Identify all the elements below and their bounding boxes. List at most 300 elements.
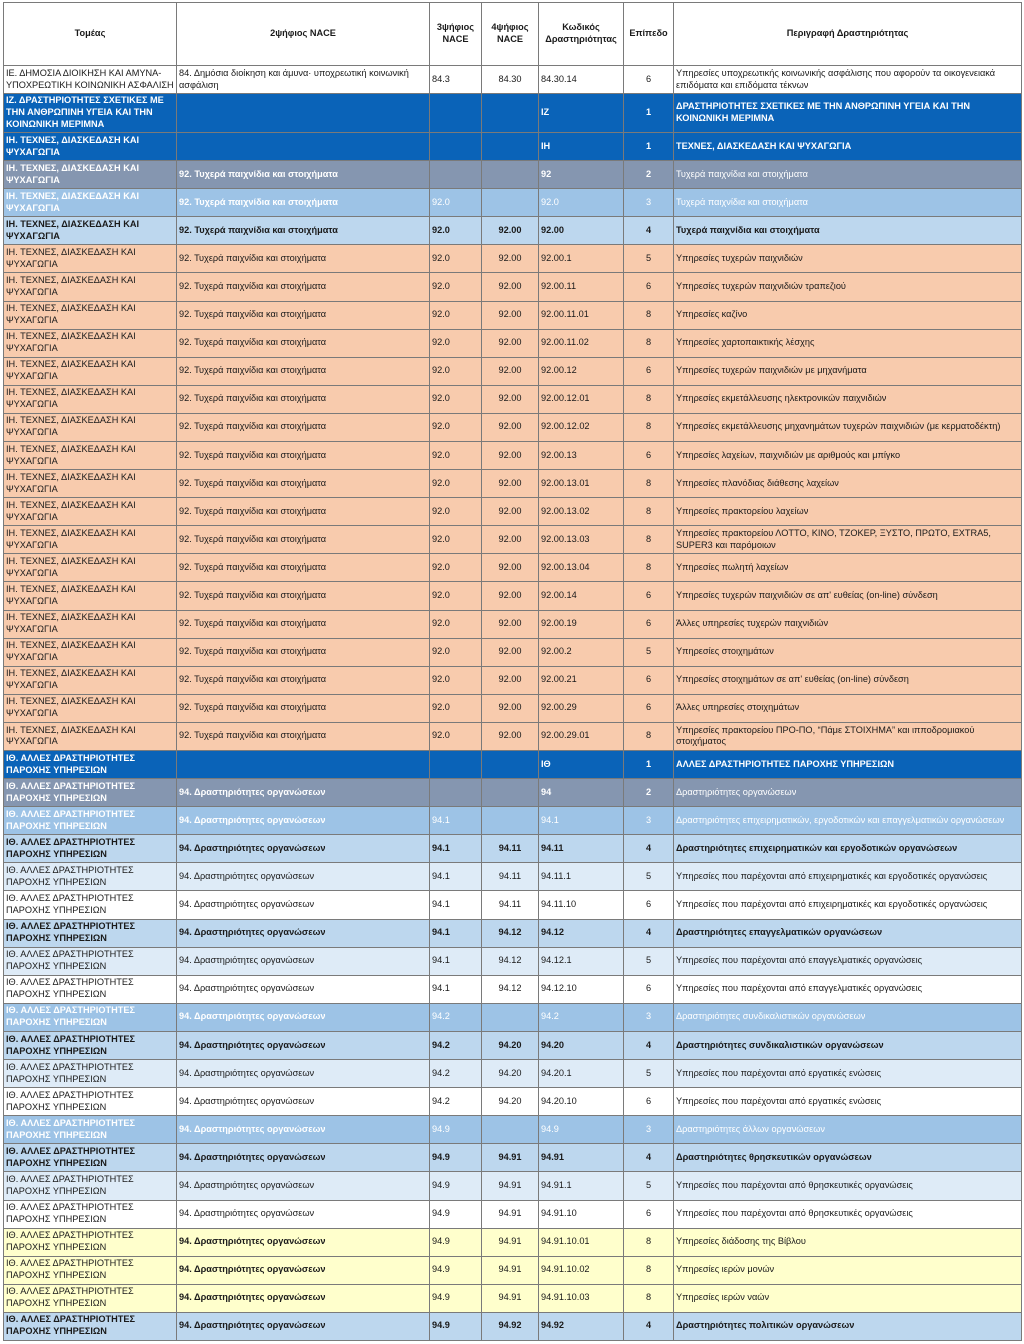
cell-activity-code: ΙΖ <box>539 94 624 133</box>
cell-activity-code: 94.11.10 <box>539 891 624 919</box>
cell-description: Δραστηριότητες επαγγελματικών οργανώσεων <box>674 919 1022 947</box>
cell-nace3 <box>430 751 482 779</box>
cell-sector: ΙΗ. ΤΕΧΝΕΣ, ΔΙΑΣΚΕΔΑΣΗ ΚΑΙ ΨΥΧΑΓΩΓΙΑ <box>4 526 177 554</box>
cell-sector: ΙΘ. ΑΛΛΕΣ ΔΡΑΣΤΗΡΙΟΤΗΤΕΣ ΠΑΡΟΧΗΣ ΥΠΗΡΕΣΙΩΝ <box>4 835 177 863</box>
cell-nace2: 94. Δραστηριότητες οργανώσεων <box>177 1144 430 1172</box>
cell-activity-code: 92.00.13.01 <box>539 470 624 498</box>
cell-description: Υπηρεσίες στοιχημάτων <box>674 638 1022 666</box>
cell-description: Δραστηριότητες επιχειρηματικών και εργοδοτικών οργανώσεων <box>674 835 1022 863</box>
cell-nace4: 94.12 <box>482 947 539 975</box>
cell-sector: ΙΗ. ΤΕΧΝΕΣ, ΔΙΑΣΚΕΔΑΣΗ ΚΑΙ ΨΥΧΑΓΩΓΙΑ <box>4 694 177 722</box>
cell-sector: ΙΘ. ΑΛΛΕΣ ΔΡΑΣΤΗΡΙΟΤΗΤΕΣ ΠΑΡΟΧΗΣ ΥΠΗΡΕΣΙΩΝ <box>4 807 177 835</box>
cell-level: 6 <box>624 610 674 638</box>
cell-nace3: 92.0 <box>430 329 482 357</box>
cell-nace3: 94.2 <box>430 1003 482 1031</box>
cell-activity-code: 84.30.14 <box>539 66 624 94</box>
cell-description: Δραστηριότητες συνδικαλιστικών οργανώσεων <box>674 1003 1022 1031</box>
cell-sector: ΙΘ. ΑΛΛΕΣ ΔΡΑΣΤΗΡΙΟΤΗΤΕΣ ΠΑΡΟΧΗΣ ΥΠΗΡΕΣΙΩΝ <box>4 863 177 891</box>
cell-nace2: 94. Δραστηριότητες οργανώσεων <box>177 975 430 1003</box>
cell-level: 5 <box>624 638 674 666</box>
cell-nace4: 94.20 <box>482 1031 539 1059</box>
cell-sector: ΙΘ. ΑΛΛΕΣ ΔΡΑΣΤΗΡΙΟΤΗΤΕΣ ΠΑΡΟΧΗΣ ΥΠΗΡΕΣΙΩΝ <box>4 1031 177 1059</box>
cell-sector: ΙΘ. ΑΛΛΕΣ ΔΡΑΣΤΗΡΙΟΤΗΤΕΣ ΠΑΡΟΧΗΣ ΥΠΗΡΕΣΙΩΝ <box>4 891 177 919</box>
cell-description: Υπηρεσίες υποχρεωτικής κοινωνικής ασφάλισης που αφορούν τα οικογενειακά επιδόματα και επιδόματα τέκνων <box>674 66 1022 94</box>
cell-activity-code: 94.91.10.01 <box>539 1228 624 1256</box>
cell-level: 5 <box>624 1060 674 1088</box>
table-row <box>4 66 1022 94</box>
table-row <box>4 189 1022 217</box>
cell-nace3: 92.0 <box>430 666 482 694</box>
table-row <box>4 161 1022 189</box>
cell-activity-code: 94.91 <box>539 1144 624 1172</box>
cell-description: Υπηρεσίες ιερών μονών <box>674 1256 1022 1284</box>
table-row <box>4 526 1022 554</box>
cell-description: Υπηρεσίες που παρέχονται από εργατικές ενώσεις <box>674 1088 1022 1116</box>
cell-level: 4 <box>624 217 674 245</box>
cell-activity-code: 94.9 <box>539 1116 624 1144</box>
cell-sector: ΙΘ. ΑΛΛΕΣ ΔΡΑΣΤΗΡΙΟΤΗΤΕΣ ΠΑΡΟΧΗΣ ΥΠΗΡΕΣΙΩΝ <box>4 1003 177 1031</box>
cell-nace3: 92.0 <box>430 245 482 273</box>
cell-activity-code: 92.00 <box>539 217 624 245</box>
cell-description: Υπηρεσίες που παρέχονται από επαγγελματικές οργανώσεις <box>674 975 1022 1003</box>
cell-nace4: 84.30 <box>482 66 539 94</box>
cell-activity-code: 94.91.10.03 <box>539 1284 624 1312</box>
cell-nace3 <box>430 132 482 160</box>
cell-sector: ΙΗ. ΤΕΧΝΕΣ, ΔΙΑΣΚΕΔΑΣΗ ΚΑΙ ΨΥΧΑΓΩΓΙΑ <box>4 189 177 217</box>
table-row <box>4 1256 1022 1284</box>
cell-description: Υπηρεσίες τυχερών παιχνιδιών σε απ' ευθείας (on-line) σύνδεση <box>674 582 1022 610</box>
cell-sector: ΙΘ. ΑΛΛΕΣ ΔΡΑΣΤΗΡΙΟΤΗΤΕΣ ΠΑΡΟΧΗΣ ΥΠΗΡΕΣΙΩΝ <box>4 1200 177 1228</box>
table-row <box>4 891 1022 919</box>
cell-nace4: 92.00 <box>482 610 539 638</box>
cell-activity-code: 94.20 <box>539 1031 624 1059</box>
cell-nace4: 94.11 <box>482 835 539 863</box>
cell-nace4: 92.00 <box>482 245 539 273</box>
cell-activity-code: ΙΘ <box>539 751 624 779</box>
table-row <box>4 666 1022 694</box>
cell-activity-code: 92 <box>539 161 624 189</box>
cell-activity-code: 92.00.13 <box>539 441 624 469</box>
cell-sector: ΙΘ. ΑΛΛΕΣ ΔΡΑΣΤΗΡΙΟΤΗΤΕΣ ΠΑΡΟΧΗΣ ΥΠΗΡΕΣΙΩΝ <box>4 1256 177 1284</box>
cell-activity-code: 94.20.10 <box>539 1088 624 1116</box>
table-row <box>4 498 1022 526</box>
table-row <box>4 1284 1022 1312</box>
cell-level: 2 <box>624 161 674 189</box>
cell-description: Άλλες υπηρεσίες στοιχημάτων <box>674 694 1022 722</box>
cell-nace4: 94.20 <box>482 1088 539 1116</box>
cell-nace4: 94.12 <box>482 919 539 947</box>
cell-activity-code: 92.00.11 <box>539 273 624 301</box>
cell-level: 8 <box>624 1228 674 1256</box>
cell-level: 4 <box>624 835 674 863</box>
cell-sector: ΙΗ. ΤΕΧΝΕΣ, ΔΙΑΣΚΕΔΑΣΗ ΚΑΙ ΨΥΧΑΓΩΓΙΑ <box>4 638 177 666</box>
cell-nace2 <box>177 132 430 160</box>
cell-nace3: 92.0 <box>430 722 482 750</box>
cell-sector: ΙΕ. ΔΗΜΟΣΙΑ ΔΙΟΙΚΗΣΗ ΚΑΙ ΑΜΥΝΑ-ΥΠΟΧΡΕΩΤΙΚΗ ΚΟΙΝΩΝΙΚΗ ΑΣΦΑΛΙΣΗ <box>4 66 177 94</box>
cell-nace4: 94.91 <box>482 1200 539 1228</box>
table-row <box>4 385 1022 413</box>
cell-level: 3 <box>624 1003 674 1031</box>
cell-sector: ΙΘ. ΑΛΛΕΣ ΔΡΑΣΤΗΡΙΟΤΗΤΕΣ ΠΑΡΟΧΗΣ ΥΠΗΡΕΣΙΩΝ <box>4 751 177 779</box>
cell-nace4 <box>482 161 539 189</box>
table-header <box>4 3 1022 66</box>
cell-description: Υπηρεσίες που παρέχονται από θρησκευτικές οργανώσεις <box>674 1172 1022 1200</box>
cell-description: Υπηρεσίες που παρέχονται από θρησκευτικές οργανώσεις <box>674 1200 1022 1228</box>
cell-nace3: 92.0 <box>430 385 482 413</box>
header-activity-code: Κωδικός Δραστηριότητας <box>539 3 624 66</box>
cell-nace4: 92.00 <box>482 413 539 441</box>
header-nace4: 4ψήφιος NACE <box>482 3 539 66</box>
cell-activity-code: 92.00.12.02 <box>539 413 624 441</box>
cell-nace4: 92.00 <box>482 554 539 582</box>
table-row <box>4 1060 1022 1088</box>
cell-level: 6 <box>624 694 674 722</box>
cell-activity-code: 92.00.13.02 <box>539 498 624 526</box>
cell-nace3: 94.1 <box>430 835 482 863</box>
cell-level: 6 <box>624 1088 674 1116</box>
cell-nace4: 92.00 <box>482 217 539 245</box>
cell-description: Υπηρεσίες πωλητή λαχείων <box>674 554 1022 582</box>
table-row <box>4 1088 1022 1116</box>
cell-sector: ΙΗ. ΤΕΧΝΕΣ, ΔΙΑΣΚΕΔΑΣΗ ΚΑΙ ΨΥΧΑΓΩΓΙΑ <box>4 582 177 610</box>
cell-activity-code: 92.00.21 <box>539 666 624 694</box>
cell-nace3: 92.0 <box>430 694 482 722</box>
cell-nace2: 92. Τυχερά παιχνίδια και στοιχήματα <box>177 245 430 273</box>
cell-nace2: 92. Τυχερά παιχνίδια και στοιχήματα <box>177 470 430 498</box>
cell-activity-code: 94.91.10.02 <box>539 1256 624 1284</box>
table-row <box>4 94 1022 133</box>
cell-sector: ΙΗ. ΤΕΧΝΕΣ, ΔΙΑΣΚΕΔΑΣΗ ΚΑΙ ΨΥΧΑΓΩΓΙΑ <box>4 217 177 245</box>
cell-sector: ΙΘ. ΑΛΛΕΣ ΔΡΑΣΤΗΡΙΟΤΗΤΕΣ ΠΑΡΟΧΗΣ ΥΠΗΡΕΣΙΩΝ <box>4 919 177 947</box>
cell-nace4: 92.00 <box>482 666 539 694</box>
cell-activity-code: 94.12.10 <box>539 975 624 1003</box>
cell-sector: ΙΗ. ΤΕΧΝΕΣ, ΔΙΑΣΚΕΔΑΣΗ ΚΑΙ ΨΥΧΑΓΩΓΙΑ <box>4 554 177 582</box>
cell-sector: ΙΗ. ΤΕΧΝΕΣ, ΔΙΑΣΚΕΔΑΣΗ ΚΑΙ ΨΥΧΑΓΩΓΙΑ <box>4 132 177 160</box>
cell-activity-code: 92.00.12.01 <box>539 385 624 413</box>
header-level: Επίπεδο <box>624 3 674 66</box>
cell-sector: ΙΘ. ΑΛΛΕΣ ΔΡΑΣΤΗΡΙΟΤΗΤΕΣ ΠΑΡΟΧΗΣ ΥΠΗΡΕΣΙΩΝ <box>4 1060 177 1088</box>
cell-level: 3 <box>624 1116 674 1144</box>
cell-level: 4 <box>624 1144 674 1172</box>
table-row <box>4 441 1022 469</box>
cell-nace2: 94. Δραστηριότητες οργανώσεων <box>177 1031 430 1059</box>
cell-description: Δραστηριότητες άλλων οργανώσεων <box>674 1116 1022 1144</box>
header-sector: Τομέας <box>4 3 177 66</box>
cell-nace4: 94.91 <box>482 1144 539 1172</box>
cell-nace2 <box>177 94 430 133</box>
cell-nace4: 92.00 <box>482 722 539 750</box>
cell-sector: ΙΗ. ΤΕΧΝΕΣ, ΔΙΑΣΚΕΔΑΣΗ ΚΑΙ ΨΥΧΑΓΩΓΙΑ <box>4 273 177 301</box>
cell-description: Δραστηριότητες επιχειρηματικών, εργοδοτικών και επαγγελματικών οργανώσεων <box>674 807 1022 835</box>
table-row <box>4 132 1022 160</box>
cell-nace3: 92.0 <box>430 357 482 385</box>
cell-nace4: 92.00 <box>482 526 539 554</box>
cell-nace4: 94.91 <box>482 1284 539 1312</box>
cell-level: 8 <box>624 554 674 582</box>
cell-level: 8 <box>624 498 674 526</box>
cell-level: 2 <box>624 779 674 807</box>
cell-description: Δραστηριότητες θρησκευτικών οργανώσεων <box>674 1144 1022 1172</box>
cell-nace3: 94.9 <box>430 1116 482 1144</box>
cell-nace3: 94.1 <box>430 863 482 891</box>
table-row <box>4 610 1022 638</box>
table-row <box>4 1031 1022 1059</box>
table-row <box>4 413 1022 441</box>
cell-nace4: 94.12 <box>482 975 539 1003</box>
cell-level: 8 <box>624 1284 674 1312</box>
cell-sector: ΙΘ. ΑΛΛΕΣ ΔΡΑΣΤΗΡΙΟΤΗΤΕΣ ΠΑΡΟΧΗΣ ΥΠΗΡΕΣΙΩΝ <box>4 1144 177 1172</box>
cell-nace2: 94. Δραστηριότητες οργανώσεων <box>177 1284 430 1312</box>
cell-nace3: 94.1 <box>430 807 482 835</box>
cell-sector: ΙΘ. ΑΛΛΕΣ ΔΡΑΣΤΗΡΙΟΤΗΤΕΣ ΠΑΡΟΧΗΣ ΥΠΗΡΕΣΙΩΝ <box>4 779 177 807</box>
cell-activity-code: 94.91.10 <box>539 1200 624 1228</box>
cell-level: 8 <box>624 1256 674 1284</box>
cell-nace2: 92. Τυχερά παιχνίδια και στοιχήματα <box>177 638 430 666</box>
cell-nace2: 94. Δραστηριότητες οργανώσεων <box>177 947 430 975</box>
cell-nace3: 94.9 <box>430 1312 482 1340</box>
cell-level: 6 <box>624 273 674 301</box>
cell-sector: ΙΘ. ΑΛΛΕΣ ΔΡΑΣΤΗΡΙΟΤΗΤΕΣ ΠΑΡΟΧΗΣ ΥΠΗΡΕΣΙΩΝ <box>4 975 177 1003</box>
cell-nace4: 92.00 <box>482 357 539 385</box>
cell-nace2: 94. Δραστηριότητες οργανώσεων <box>177 1172 430 1200</box>
cell-sector: ΙΗ. ΤΕΧΝΕΣ, ΔΙΑΣΚΕΔΑΣΗ ΚΑΙ ΨΥΧΑΓΩΓΙΑ <box>4 301 177 329</box>
cell-level: 5 <box>624 947 674 975</box>
cell-nace2: 94. Δραστηριότητες οργανώσεων <box>177 807 430 835</box>
cell-description: Υπηρεσίες εκμετάλλευσης μηχανημάτων τυχερών παιχνιδιών (με κερματοδέκτη) <box>674 413 1022 441</box>
cell-activity-code: 92.00.12 <box>539 357 624 385</box>
cell-nace3: 94.2 <box>430 1031 482 1059</box>
cell-nace2: 92. Τυχερά παιχνίδια και στοιχήματα <box>177 273 430 301</box>
table-row <box>4 1144 1022 1172</box>
cell-description: Υπηρεσίες ιερών ναών <box>674 1284 1022 1312</box>
cell-nace2: 94. Δραστηριότητες οργανώσεων <box>177 1256 430 1284</box>
cell-nace3: 92.0 <box>430 301 482 329</box>
cell-sector: ΙΗ. ΤΕΧΝΕΣ, ΔΙΑΣΚΕΔΑΣΗ ΚΑΙ ΨΥΧΑΓΩΓΙΑ <box>4 357 177 385</box>
table-row <box>4 1200 1022 1228</box>
cell-description: Δραστηριότητες συνδικαλιστικών οργανώσεων <box>674 1031 1022 1059</box>
cell-nace2: 92. Τυχερά παιχνίδια και στοιχήματα <box>177 666 430 694</box>
cell-level: 5 <box>624 1172 674 1200</box>
table-row <box>4 357 1022 385</box>
cell-level: 6 <box>624 891 674 919</box>
cell-nace3: 92.0 <box>430 610 482 638</box>
cell-nace3: 92.0 <box>430 470 482 498</box>
table-row <box>4 751 1022 779</box>
cell-activity-code: 92.00.11.02 <box>539 329 624 357</box>
cell-level: 8 <box>624 329 674 357</box>
cell-level: 6 <box>624 666 674 694</box>
cell-level: 8 <box>624 301 674 329</box>
table-row <box>4 301 1022 329</box>
cell-description: ΑΛΛΕΣ ΔΡΑΣΤΗΡΙΟΤΗΤΕΣ ΠΑΡΟΧΗΣ ΥΠΗΡΕΣΙΩΝ <box>674 751 1022 779</box>
cell-nace2: 92. Τυχερά παιχνίδια και στοιχήματα <box>177 722 430 750</box>
table-row <box>4 779 1022 807</box>
cell-nace4: 92.00 <box>482 273 539 301</box>
cell-nace2: 92. Τυχερά παιχνίδια και στοιχήματα <box>177 441 430 469</box>
cell-description: Υπηρεσίες που παρέχονται από επαγγελματικές οργανώσεις <box>674 947 1022 975</box>
cell-activity-code: 94 <box>539 779 624 807</box>
cell-level: 6 <box>624 357 674 385</box>
cell-activity-code: 94.12 <box>539 919 624 947</box>
cell-nace3: 92.0 <box>430 498 482 526</box>
table-row <box>4 1172 1022 1200</box>
cell-nace3: 94.9 <box>430 1284 482 1312</box>
header-row <box>4 3 1022 66</box>
cell-nace2: 92. Τυχερά παιχνίδια και στοιχήματα <box>177 498 430 526</box>
table-row <box>4 975 1022 1003</box>
cell-nace3: 94.1 <box>430 919 482 947</box>
cell-sector: ΙΗ. ΤΕΧΝΕΣ, ΔΙΑΣΚΕΔΑΣΗ ΚΑΙ ΨΥΧΑΓΩΓΙΑ <box>4 722 177 750</box>
cell-nace2: 94. Δραστηριότητες οργανώσεων <box>177 1003 430 1031</box>
cell-nace4 <box>482 132 539 160</box>
table-row <box>4 1116 1022 1144</box>
cell-nace3: 92.0 <box>430 638 482 666</box>
cell-nace2: 92. Τυχερά παιχνίδια και στοιχήματα <box>177 694 430 722</box>
cell-level: 4 <box>624 919 674 947</box>
cell-nace3: 94.9 <box>430 1200 482 1228</box>
cell-description: Δραστηριότητες πολιτικών οργανώσεων <box>674 1312 1022 1340</box>
cell-nace4 <box>482 751 539 779</box>
cell-description: Υπηρεσίες πρακτορείου ΛΟΤΤΟ, ΚΙΝΟ, ΤΖΟΚΕΡ, ΞΥΣΤΟ, ΠΡΩΤΟ, EXTRA5, SUPER3 και παρόμοιων <box>674 526 1022 554</box>
cell-sector: ΙΘ. ΑΛΛΕΣ ΔΡΑΣΤΗΡΙΟΤΗΤΕΣ ΠΑΡΟΧΗΣ ΥΠΗΡΕΣΙΩΝ <box>4 1088 177 1116</box>
cell-level: 8 <box>624 470 674 498</box>
cell-nace2: 94. Δραστηριότητες οργανώσεων <box>177 1312 430 1340</box>
cell-sector: ΙΘ. ΑΛΛΕΣ ΔΡΑΣΤΗΡΙΟΤΗΤΕΣ ΠΑΡΟΧΗΣ ΥΠΗΡΕΣΙΩΝ <box>4 1172 177 1200</box>
cell-sector: ΙΗ. ΤΕΧΝΕΣ, ΔΙΑΣΚΕΔΑΣΗ ΚΑΙ ΨΥΧΑΓΩΓΙΑ <box>4 498 177 526</box>
cell-level: 6 <box>624 441 674 469</box>
cell-description: Υπηρεσίες που παρέχονται από επιχειρηματικές και εργοδοτικές οργανώσεις <box>674 891 1022 919</box>
cell-level: 6 <box>624 1200 674 1228</box>
cell-level: 1 <box>624 132 674 160</box>
cell-nace3 <box>430 94 482 133</box>
cell-sector: ΙΗ. ΤΕΧΝΕΣ, ΔΙΑΣΚΕΔΑΣΗ ΚΑΙ ΨΥΧΑΓΩΓΙΑ <box>4 413 177 441</box>
cell-nace4: 92.00 <box>482 385 539 413</box>
cell-description: Τυχερά παιχνίδια και στοιχήματα <box>674 217 1022 245</box>
table-row <box>4 329 1022 357</box>
cell-nace3: 92.0 <box>430 526 482 554</box>
table-row <box>4 245 1022 273</box>
table-row <box>4 1228 1022 1256</box>
table-row <box>4 582 1022 610</box>
table-row <box>4 470 1022 498</box>
cell-level: 3 <box>624 189 674 217</box>
cell-level: 5 <box>624 245 674 273</box>
cell-level: 6 <box>624 66 674 94</box>
cell-activity-code: 94.92 <box>539 1312 624 1340</box>
table-row <box>4 554 1022 582</box>
cell-description: Τυχερά παιχνίδια και στοιχήματα <box>674 161 1022 189</box>
cell-nace4: 94.11 <box>482 891 539 919</box>
cell-nace2: 92. Τυχερά παιχνίδια και στοιχήματα <box>177 554 430 582</box>
table-row <box>4 947 1022 975</box>
cell-level: 4 <box>624 1031 674 1059</box>
cell-nace3 <box>430 779 482 807</box>
cell-nace2: 92. Τυχερά παιχνίδια και στοιχήματα <box>177 189 430 217</box>
cell-nace3: 92.0 <box>430 217 482 245</box>
cell-nace4: 92.00 <box>482 638 539 666</box>
cell-activity-code: 94.12.1 <box>539 947 624 975</box>
cell-description: Υπηρεσίες τυχερών παιχνιδιών με μηχανήματα <box>674 357 1022 385</box>
cell-sector: ΙΗ. ΤΕΧΝΕΣ, ΔΙΑΣΚΕΔΑΣΗ ΚΑΙ ΨΥΧΑΓΩΓΙΑ <box>4 610 177 638</box>
cell-sector: ΙΘ. ΑΛΛΕΣ ΔΡΑΣΤΗΡΙΟΤΗΤΕΣ ΠΑΡΟΧΗΣ ΥΠΗΡΕΣΙΩΝ <box>4 1116 177 1144</box>
table-row <box>4 1312 1022 1340</box>
table-row <box>4 722 1022 750</box>
cell-nace4 <box>482 1003 539 1031</box>
cell-nace2: 94. Δραστηριότητες οργανώσεων <box>177 919 430 947</box>
cell-level: 5 <box>624 863 674 891</box>
cell-nace3: 94.1 <box>430 975 482 1003</box>
cell-nace4: 94.91 <box>482 1228 539 1256</box>
cell-nace4: 94.91 <box>482 1172 539 1200</box>
cell-activity-code: 92.00.13.03 <box>539 526 624 554</box>
cell-nace4: 94.11 <box>482 863 539 891</box>
cell-nace3: 94.9 <box>430 1228 482 1256</box>
cell-activity-code: 94.20.1 <box>539 1060 624 1088</box>
cell-nace2: 94. Δραστηριότητες οργανώσεων <box>177 1116 430 1144</box>
cell-nace3: 94.9 <box>430 1144 482 1172</box>
cell-nace3: 92.0 <box>430 554 482 582</box>
cell-level: 4 <box>624 1312 674 1340</box>
cell-nace4 <box>482 779 539 807</box>
cell-sector: ΙΗ. ΤΕΧΝΕΣ, ΔΙΑΣΚΕΔΑΣΗ ΚΑΙ ΨΥΧΑΓΩΓΙΑ <box>4 470 177 498</box>
header-nace2: 2ψήφιος NACE <box>177 3 430 66</box>
cell-nace2: 94. Δραστηριότητες οργανώσεων <box>177 1060 430 1088</box>
table-row <box>4 694 1022 722</box>
cell-nace2: 94. Δραστηριότητες οργανώσεων <box>177 891 430 919</box>
nace-activity-table <box>3 2 1022 1341</box>
cell-activity-code: 94.2 <box>539 1003 624 1031</box>
cell-nace3: 94.2 <box>430 1088 482 1116</box>
cell-nace4: 92.00 <box>482 498 539 526</box>
cell-sector: ΙΘ. ΑΛΛΕΣ ΔΡΑΣΤΗΡΙΟΤΗΤΕΣ ΠΑΡΟΧΗΣ ΥΠΗΡΕΣΙΩΝ <box>4 1312 177 1340</box>
cell-nace2: 94. Δραστηριότητες οργανώσεων <box>177 863 430 891</box>
cell-level: 6 <box>624 975 674 1003</box>
cell-nace2: 94. Δραστηριότητες οργανώσεων <box>177 1228 430 1256</box>
cell-nace2: 92. Τυχερά παιχνίδια και στοιχήματα <box>177 582 430 610</box>
cell-activity-code: ΙΗ <box>539 132 624 160</box>
cell-nace2: 92. Τυχερά παιχνίδια και στοιχήματα <box>177 301 430 329</box>
cell-nace2: 92. Τυχερά παιχνίδια και στοιχήματα <box>177 526 430 554</box>
cell-nace2: 94. Δραστηριότητες οργανώσεων <box>177 1200 430 1228</box>
cell-nace4: 94.92 <box>482 1312 539 1340</box>
cell-description: Υπηρεσίες πλανόδιας διάθεσης λαχείων <box>674 470 1022 498</box>
cell-sector: ΙΖ. ΔΡΑΣΤΗΡΙΟΤΗΤΕΣ ΣΧΕΤΙΚΕΣ ΜΕ ΤΗΝ ΑΝΘΡΩΠΙΝΗ ΥΓΕΙΑ ΚΑΙ ΤΗΝ ΚΟΙΝΩΝΙΚΗ ΜΕΡΙΜΝΑ <box>4 94 177 133</box>
header-description: Περιγραφή Δραστηριότητας <box>674 3 1022 66</box>
cell-nace3: 94.9 <box>430 1172 482 1200</box>
cell-activity-code: 92.00.29.01 <box>539 722 624 750</box>
table-row <box>4 835 1022 863</box>
cell-nace2: 92. Τυχερά παιχνίδια και στοιχήματα <box>177 413 430 441</box>
cell-nace2: 92. Τυχερά παιχνίδια και στοιχήματα <box>177 217 430 245</box>
cell-nace4 <box>482 807 539 835</box>
cell-description: Υπηρεσίες στοιχημάτων σε απ' ευθείας (on-line) σύνδεση <box>674 666 1022 694</box>
table-row <box>4 919 1022 947</box>
cell-activity-code: 92.00.19 <box>539 610 624 638</box>
cell-activity-code: 92.00.11.01 <box>539 301 624 329</box>
header-nace3: 3ψήφιος NACE <box>430 3 482 66</box>
cell-sector: ΙΘ. ΑΛΛΕΣ ΔΡΑΣΤΗΡΙΟΤΗΤΕΣ ΠΑΡΟΧΗΣ ΥΠΗΡΕΣΙΩΝ <box>4 1228 177 1256</box>
table-row <box>4 807 1022 835</box>
cell-nace4: 94.20 <box>482 1060 539 1088</box>
cell-nace2 <box>177 751 430 779</box>
cell-activity-code: 92.00.2 <box>539 638 624 666</box>
cell-nace3: 92.0 <box>430 273 482 301</box>
cell-nace4 <box>482 94 539 133</box>
cell-activity-code: 92.00.13.04 <box>539 554 624 582</box>
cell-nace3: 92.0 <box>430 441 482 469</box>
table-body <box>4 66 1022 1341</box>
cell-level: 8 <box>624 526 674 554</box>
